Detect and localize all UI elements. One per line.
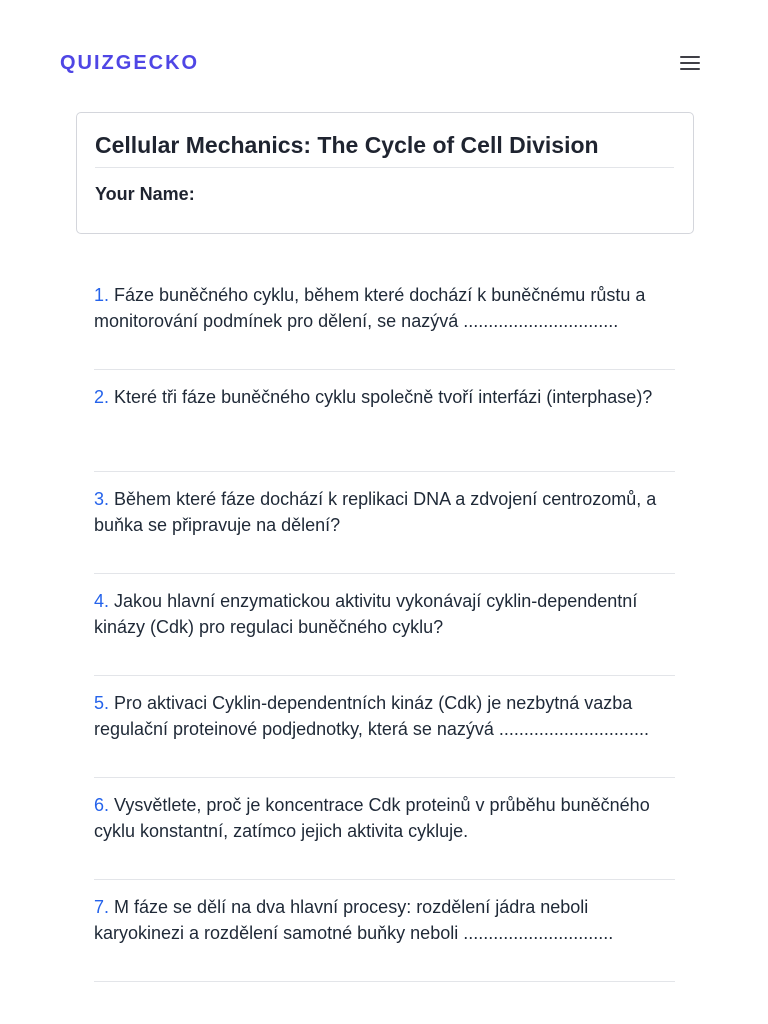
question-text <box>94 588 675 640</box>
question-item <box>94 574 675 676</box>
question-body: Fáze buněčného cyklu, během které dochází k buněčnému růstu a monitorování podmínek pro dělení, se nazývá ............................... <box>94 285 646 331</box>
question-item <box>94 676 675 778</box>
question-number: 7. <box>94 897 110 917</box>
question-text <box>94 384 675 436</box>
question-body: Během které fáze dochází k replikaci DNA a zdvojení centrozomů, a buňka se připravuje na dělení? <box>94 489 657 535</box>
question-number: 3. <box>94 489 110 509</box>
card-divider <box>95 167 674 168</box>
question-text <box>94 792 675 844</box>
question-text <box>94 690 675 742</box>
site-header <box>0 0 768 112</box>
question-body: M fáze se dělí na dva hlavní procesy: rozdělení jádra neboli karyokinezi a rozdělení samotné buňky neboli .............................. <box>94 897 614 943</box>
question-number: 6. <box>94 795 110 815</box>
question-item <box>94 778 675 880</box>
question-text <box>94 486 675 538</box>
question-list <box>94 268 675 982</box>
quizgecko-logo[interactable]: QUIZGECKO <box>60 52 200 74</box>
hamburger-menu-icon <box>678 53 702 73</box>
question-body: Které tři fáze buněčného cyklu společně tvoří interfázi (interphase)? <box>114 387 653 407</box>
question-body: Pro aktivaci Cyklin-dependentních kináz (Cdk) je nezbytná vazba regulační proteinové podjednotky, která se nazývá .............................. <box>94 693 649 739</box>
question-text <box>94 282 675 334</box>
question-number: 2. <box>94 387 110 407</box>
question-item <box>94 268 675 370</box>
your-name-label: Your Name: <box>95 184 195 204</box>
question-text <box>94 894 675 946</box>
worksheet-header-card <box>76 112 694 234</box>
question-item <box>94 880 675 982</box>
question-number: 1. <box>94 285 110 305</box>
question-item <box>94 370 675 472</box>
question-item <box>94 472 675 574</box>
question-number: 5. <box>94 693 110 713</box>
question-body: Jakou hlavní enzymatickou aktivitu vykonávají cyklin-dependentní kinázy (Cdk) pro regulaci buněčného cyklu? <box>94 591 638 637</box>
question-number: 4. <box>94 591 110 611</box>
menu-button[interactable] <box>678 53 702 73</box>
question-body: Vysvětlete, proč je koncentrace Cdk proteinů v průběhu buněčného cyklu konstantní, zatímco jejich aktivita cykluje. <box>94 795 650 841</box>
worksheet-title: Cellular Mechanics: The Cycle of Cell Division <box>95 132 599 158</box>
